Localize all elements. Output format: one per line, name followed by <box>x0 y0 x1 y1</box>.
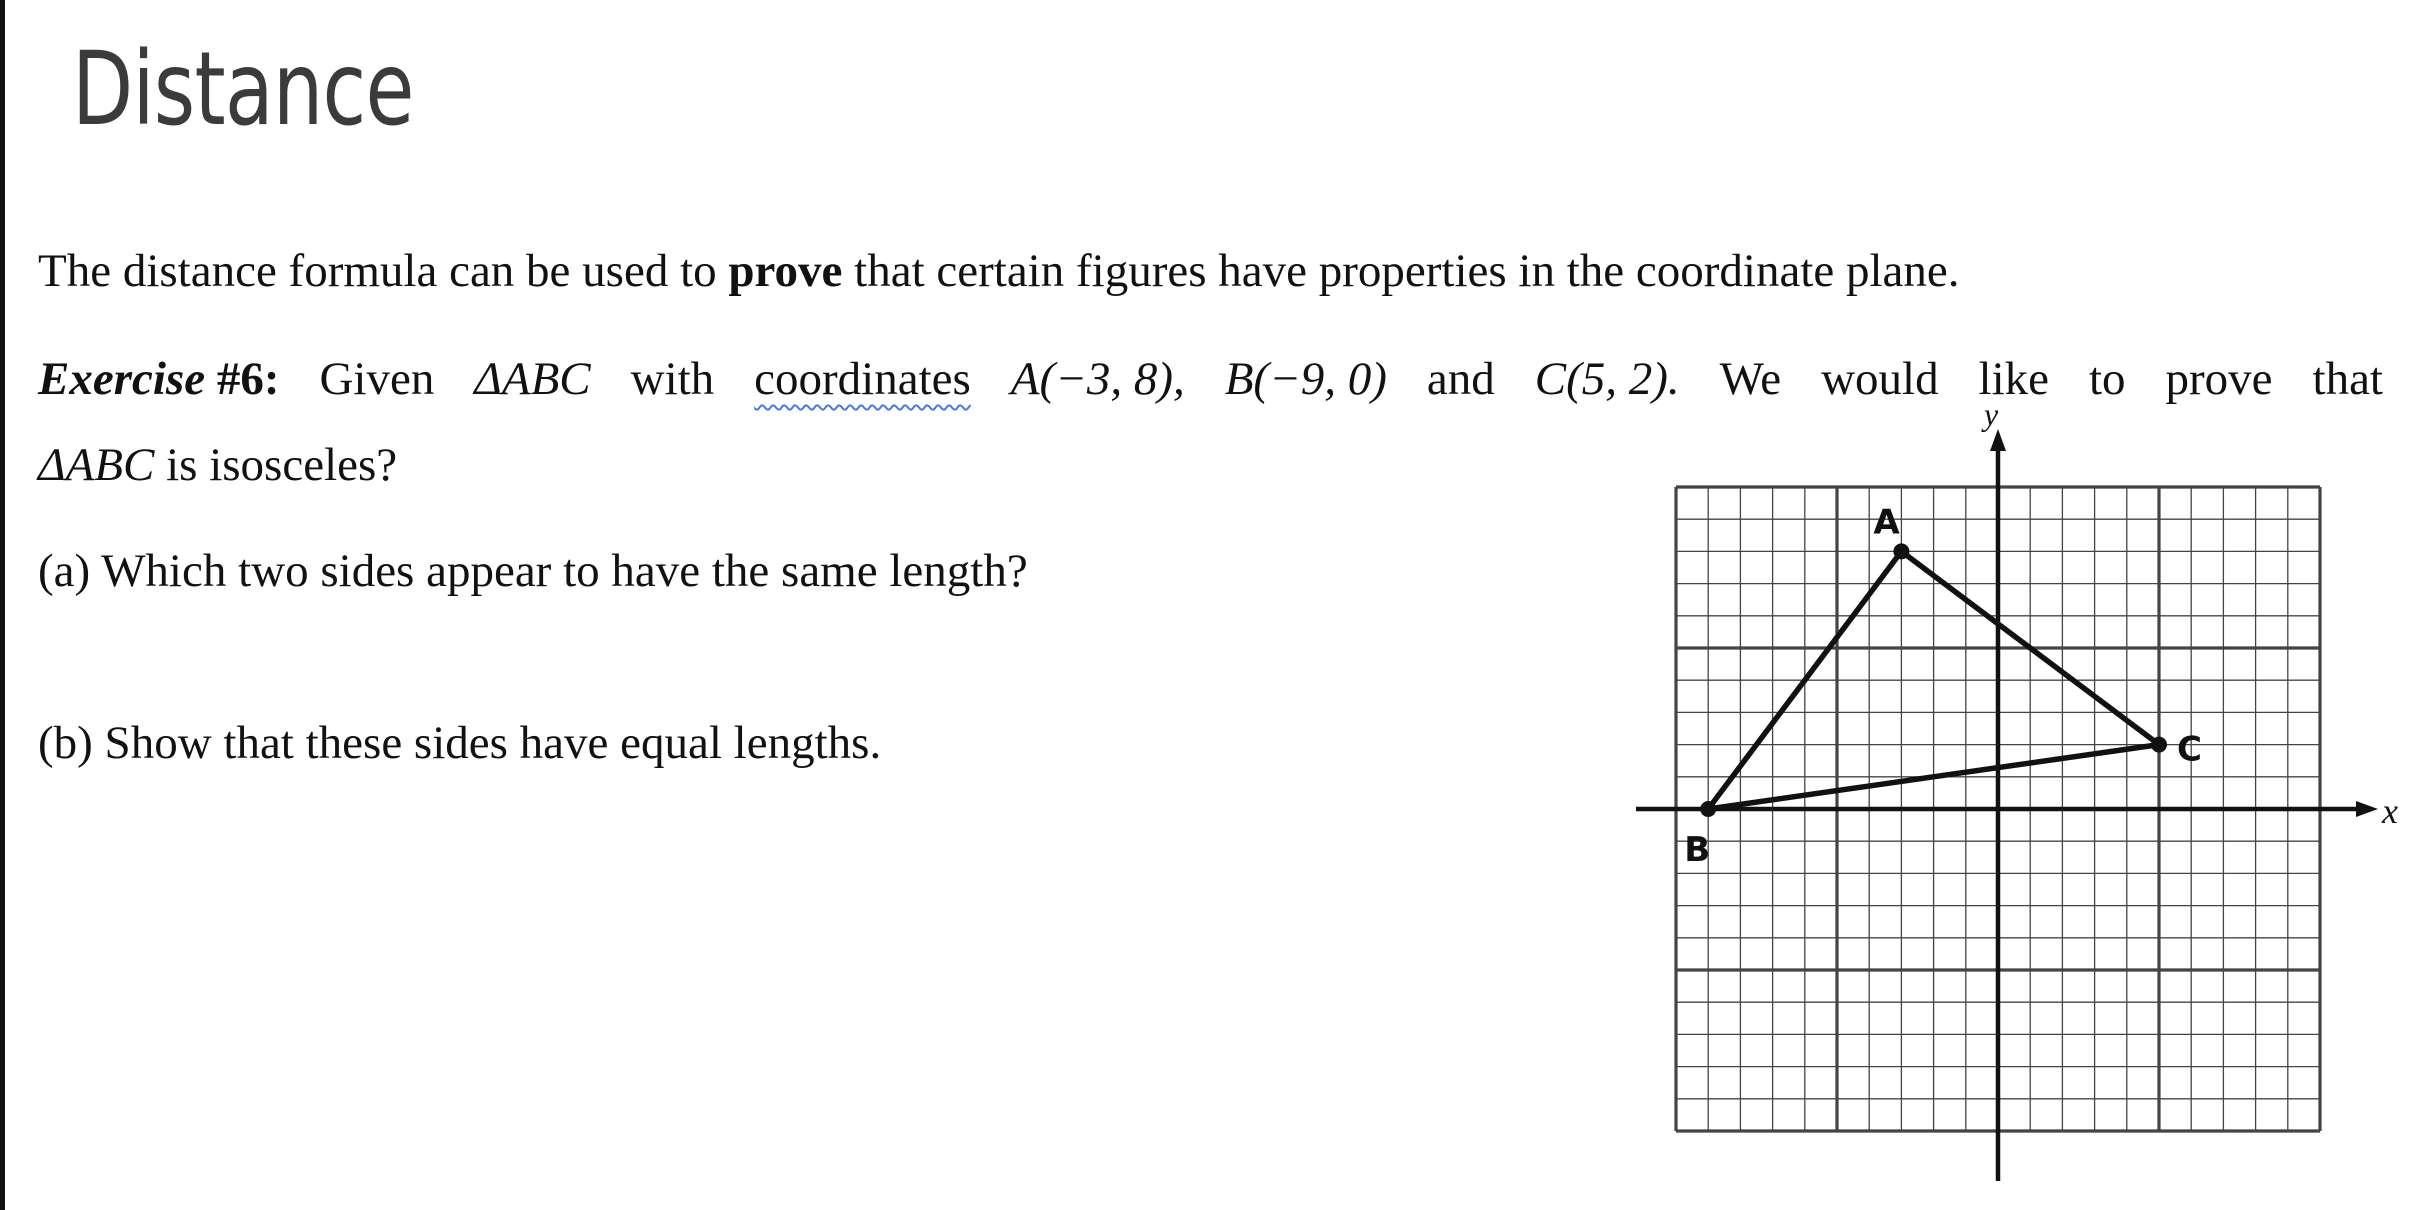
point-c-coords: C(5, 2). <box>1534 353 1680 405</box>
point-c-dot <box>2151 737 2167 753</box>
point-a-dot <box>1893 543 1909 559</box>
intro-text-after: that certain figures have properties in the coordinate plane. <box>842 245 1960 297</box>
intro-text-before: The distance formula can be used to <box>38 245 729 297</box>
exercise-label-italic: Exercise <box>38 353 206 405</box>
point-b-label: B <box>1684 830 1711 870</box>
that-word: that <box>2312 353 2383 405</box>
to-word: to <box>2089 353 2126 405</box>
page-title: Distance <box>72 30 414 149</box>
point-a-label: A <box>1873 502 1900 543</box>
would-word: would <box>1821 353 1939 405</box>
point-b-coords: B(−9, 0) <box>1224 353 1387 405</box>
prove-word: prove <box>2165 353 2273 405</box>
point-c-label: C <box>2177 729 2202 770</box>
point-b-dot <box>1700 801 1716 817</box>
isosceles-question: is isosceles? <box>154 439 398 491</box>
intro-bold-word: prove <box>728 245 843 297</box>
exercise-number: #6: <box>216 353 280 405</box>
y-axis-arrow-icon <box>1990 429 2006 451</box>
triangle-abc: ΔABC <box>474 353 591 405</box>
and-word: and <box>1426 353 1495 405</box>
like-word: like <box>1978 353 2050 405</box>
x-axis-label: x <box>2382 791 2398 831</box>
part-a-question: (a) Which two sides appear to have the same length? <box>38 545 1028 597</box>
x-axis-arrow-icon <box>2356 801 2378 817</box>
triangle-abc-2: ΔABC <box>38 439 155 491</box>
given-word: Given <box>319 353 435 405</box>
with-word: with <box>630 353 715 405</box>
we-word: We <box>1719 353 1782 405</box>
coordinates-word: coordinates <box>754 353 971 405</box>
part-b-question: (b) Show that these sides have equal lengths. <box>38 717 882 769</box>
y-axis-label: y <box>1984 396 1999 432</box>
point-a-coords: A(−3, 8), <box>1010 353 1185 405</box>
